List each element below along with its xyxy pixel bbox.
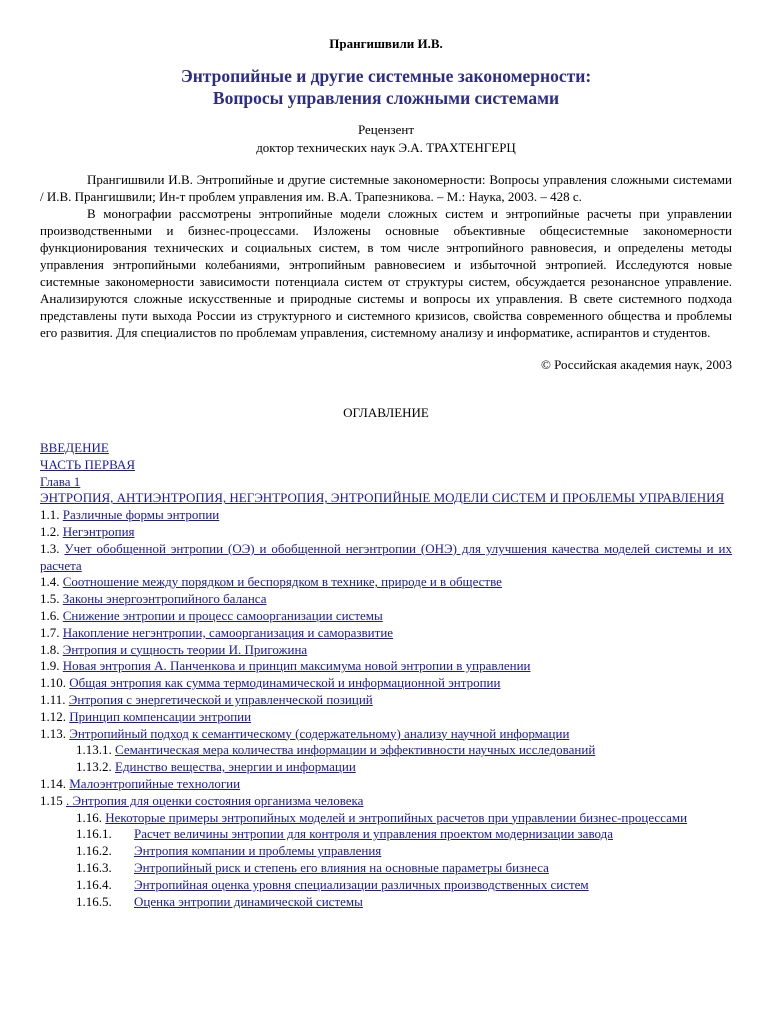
toc-number: 1.10. [40,675,66,691]
author: Прангишвили И.В. [329,36,443,51]
document-page [40,30,732,910]
toc-link[interactable]: . Энтропия для оценки состояния организма человека [66,792,364,808]
toc-link[interactable]: Расчет величины энтропии для контроля и управления проектом модернизации завода [134,826,614,842]
table-of-contents [40,440,732,910]
toc-link[interactable]: Снижение энтропии и процесс самоорганизации системы [62,607,383,623]
list-item [40,591,732,608]
toc-number: 1.6. [40,607,60,623]
toc-link[interactable]: Энтропия с энергетической и управленческой позиций [68,691,373,707]
title-line-1: Энтропийные и другие системные закономерности: [180,66,592,86]
list-item [40,843,732,860]
toc-number: 1.7. [40,624,60,640]
toc-link[interactable]: Энтропия компании и проблемы управления [134,843,382,859]
toc-link[interactable]: Малоэнтропийные технологии [69,775,241,791]
list-item [40,507,732,524]
toc-link[interactable]: Энтропийный подход к семантическому (содержательному) анализу научной информации [69,725,570,741]
toc-link-intro[interactable]: ВВЕДЕНИЕ [40,440,109,455]
toc-link[interactable]: Энтропия и сущность теории И. Пригожина [62,641,308,657]
book-title [40,65,732,109]
toc-number: 1.15 [40,792,63,808]
toc-number: 1.16.5. [76,893,112,909]
toc-link[interactable]: Различные формы энтропии [62,507,220,523]
list-item [40,726,732,743]
toc-link[interactable]: Общая энтропия как сумма термодинамической и информационной энтропии [69,675,501,691]
toc-link[interactable]: Учет обобщенной энтропии (ОЭ) и обобщенной негэнтропии (ОНЭ) для улучшения качества моделей системы и их расчета [40,540,733,573]
list-item [40,793,732,810]
toc-number: 1.2. [40,523,60,539]
list-item [40,541,732,575]
toc-link[interactable]: Энтропийная оценка уровня специализации различных производственных систем [134,876,589,892]
toc-number: 1.4. [40,574,60,590]
list-item [40,658,732,675]
toc-number: 1.16.2. [76,843,112,859]
reviewer-label: Рецензент [357,122,415,137]
toc-link[interactable]: Оценка энтропии динамической системы [134,893,363,909]
list-item [40,574,732,591]
copyright: © Российская академия наук, 2003 [540,357,732,372]
toc-number: 1.3. [40,540,60,556]
list-item [40,776,732,793]
toc-subitems-1-13 [40,742,732,776]
list-item [40,625,732,642]
list-item [40,642,732,659]
list-item [40,826,732,843]
toc-items [40,507,732,742]
toc-link[interactable]: Новая энтропия А. Панченкова и принцип максимума новой энтропии в управлении [62,658,531,674]
toc-number: 1.16.4. [76,876,112,892]
toc-number: 1.13.2. [76,759,112,775]
toc-link-chapter1-title[interactable]: ЭНТРОПИЯ, АНТИЭНТРОПИЯ, НЕГЭНТРОПИЯ, ЭНТРОПИЙНЫЕ МОДЕЛИ СИСТЕМ И ПРОБЛЕМЫ УПРАВЛЕНИЯ [40,490,725,506]
toc-heading: ОГЛАВЛЕНИЕ [343,405,429,420]
toc-number: 1.13.1. [76,742,112,758]
toc-number: 1.12. [40,708,66,724]
toc-link[interactable]: Накопление негэнтропии, самоорганизация и саморазвитие [62,624,394,640]
toc-link[interactable]: Соотношение между порядком и беспорядком в технике, природе и в обществе [62,574,502,590]
toc-link[interactable]: Принцип компенсации энтропии [69,708,252,724]
list-item [40,810,732,827]
list-item [40,692,732,709]
toc-number: 1.16. [76,809,102,825]
toc-link[interactable]: Негэнтропия [62,523,135,539]
toc-link[interactable]: Единство вещества, энергии и информации [115,759,356,775]
toc-number: 1.5. [40,591,60,607]
toc-number: 1.1. [40,507,60,523]
toc-number: 1.14. [40,775,66,791]
toc-link[interactable]: Законы энергоэнтропийного баланса [62,591,267,607]
list-item [40,860,732,877]
list-item [40,709,732,726]
toc-number: 1.9. [40,658,60,674]
toc-number: 1.11. [40,691,66,707]
toc-number: 1.8. [40,641,60,657]
toc-link[interactable]: Энтропийный риск и степень его влияния на основные параметры бизнеса [134,859,549,875]
reviewer-name: доктор технических наук Э.А. ТРАХТЕНГЕРЦ [256,140,516,155]
list-item [40,608,732,625]
list-item [40,877,732,894]
list-item [40,675,732,692]
toc-link-chapter1[interactable]: Глава 1 [40,473,81,489]
toc-number: 1.13. [40,725,66,741]
toc-link[interactable]: Некоторые примеры энтропийных моделей и энтропийных расчетов при управлении бизнес-процессами [105,809,688,825]
list-item [40,759,732,776]
list-item [40,524,732,541]
reviewer-block [40,121,732,157]
toc-link[interactable]: Семантическая мера количества информации и эффективности научных исследований [115,742,596,758]
list-item [40,894,732,911]
abstract: В монографии рассмотрены энтропийные модели сложных систем и энтропийные расчеты при управлении производственными и бизнес-процессами. Изложены основные объективные общесистемные закономерности функционирования технических и социальных систем, в том числе энтропийного равновесия, и определены методы управления энтропийными колебаниями, энтропийным равновесием и избыточной энтропией. Исследуются новые системные закономерности зависимости потенциала систем от структуры систем, обсуждается резонансное управление. Анализируются сложные искусственные и природные системы и вопросы их управления. В свете системного подхода представлены пути выхода России из структурного и системного кризисов, свойства современного общества и проблемы его развития. Для специалистов по проблемам управления, системному анализу и информатике, аспирантов и студентов. [40,206,732,340]
toc-items-2 [40,776,732,810]
toc-number: 1.16.3. [76,859,112,875]
toc-subitems-1-16 [40,826,732,910]
bibliography: Прангишвили И.В. Энтропийные и другие системные закономерности: Вопросы управления сложными системами / И.В. Прангишвили; Ин-т проблем управления им. В.А. Трапезникова. – М.: Наука, 2003. – 428 с. [40,172,732,204]
toc-link-part1[interactable]: ЧАСТЬ ПЕРВАЯ [40,456,135,472]
toc-number: 1.16.1. [76,826,112,842]
title-line-2: Вопросы управления сложными системами [212,88,560,108]
list-item [40,742,732,759]
